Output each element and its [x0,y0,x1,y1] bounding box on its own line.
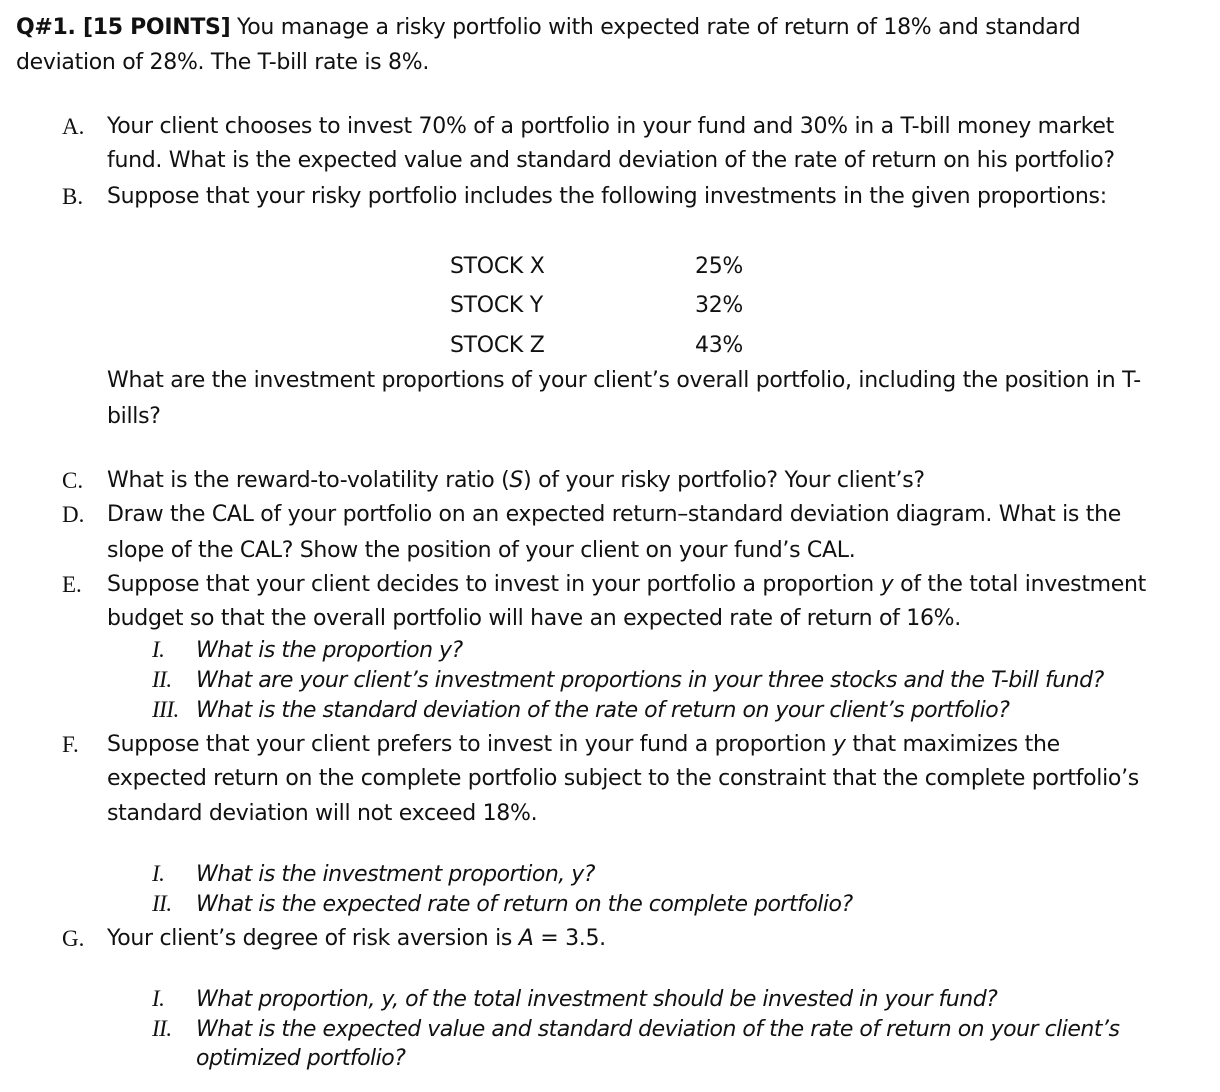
sub-text: What are your client’s investment proportions in your three stocks and the T-bill fund? [196,668,1104,693]
part-e-letter: E. [62,572,82,597]
part-b-line-1: Suppose that your risky portfolio includes the following investments in the given proportions: [107,184,1107,209]
part-g-text-pre: Your client’s degree of risk aversion is [107,926,519,951]
part-f-text-pre: Suppose that your client prefers to invest in your fund a proportion [107,732,833,757]
part-b-letter: B. [62,184,84,209]
part-d-line-2: slope of the CAL? Show the position of your client on your fund’s CAL. [107,538,856,563]
question-label: Q#1. [15 POINTS] [16,15,231,40]
sub-text: What is the standard deviation of the rate of return on your client’s portfolio? [196,698,1010,723]
part-g-sub-2-continued: optimized portfolio? [196,1046,406,1071]
sub-text: What is the expected rate of return on the complete portfolio? [196,892,853,917]
part-f-sub-1 [152,859,595,890]
part-e-text-post: of the total investment [893,572,1146,597]
stock-pct: 32% [695,293,743,318]
part-g-sub-1 [152,984,997,1015]
part-c-text-pre: What is the reward-to-volatility ratio ( [107,468,510,493]
sub-numeral: III. [152,697,179,722]
part-g-line-1 [107,924,606,954]
question-intro-text: You manage a risky portfolio with expected rate of return of 18% and standard [230,15,1081,40]
part-e-text-pre: Suppose that your client decides to invest in your portfolio a proportion [107,572,881,597]
part-b-line-2: What are the investment proportions of your client’s overall portfolio, including the position in T- [107,368,1141,393]
sub-numeral: I. [152,861,165,886]
part-d-letter: D. [62,502,85,527]
sub-text: What is the expected value and standard deviation of the rate of return on your client’s [196,1017,1120,1042]
part-e-line-1 [107,570,1146,600]
part-a-letter: A. [62,114,85,139]
part-c-letter: C. [62,468,84,493]
part-f-line-2: expected return on the complete portfolio subject to the constraint that the complete portfolio’s [107,766,1139,791]
part-f-sub-2 [152,889,853,920]
proportion-symbol: y [880,572,894,597]
question-intro-line-1 [16,13,1080,43]
part-f-line-1 [107,730,1060,760]
stock-name: STOCK Z [450,333,545,358]
part-a-line-2: fund. What is the expected value and standard deviation of the rate of return on his portfolio? [107,148,1115,173]
part-a-line-1: Your client chooses to invest 70% of a portfolio in your fund and 30% in a T-bill money market [107,114,1114,139]
part-f-line-3: standard deviation will not exceed 18%. [107,801,538,826]
sub-text: What is the investment proportion, y? [196,862,595,887]
part-e-line-2: budget so that the overall portfolio will have an expected rate of return of 16%. [107,606,961,631]
stock-pct: 25% [695,254,743,279]
part-c-text-post: ) of your risky portfolio? Your client’s? [523,468,925,493]
part-g-sub-2 [152,1014,1119,1045]
part-e-sub-1 [152,635,463,666]
question-intro-line-2: deviation of 28%. The T-bill rate is 8%. [16,50,430,75]
sub-text: What is the proportion y? [196,638,463,663]
part-e-sub-2 [152,665,1104,696]
part-g-letter: G. [62,926,85,951]
sub-text: What proportion, y, of the total investment should be invested in your fund? [196,987,998,1012]
sub-numeral: II. [152,1016,172,1041]
sub-numeral: II. [152,891,172,916]
stock-name: STOCK Y [450,293,543,318]
part-f-letter: F. [62,732,79,757]
sharpe-symbol: S [509,468,524,493]
stock-pct: 43% [695,333,743,358]
stock-name: STOCK X [450,254,545,279]
risk-aversion-symbol: A [518,926,534,951]
part-b-line-3: bills? [107,404,161,429]
part-f-text-post: that maximizes the [845,732,1060,757]
part-g-text-post: = 3.5. [533,926,606,951]
sub-numeral: I. [152,986,165,1011]
part-e-sub-3 [152,695,1009,726]
part-d-line-1: Draw the CAL of your portfolio on an expected return–standard deviation diagram. What is the [107,502,1121,527]
part-c-line-1 [107,466,925,496]
proportion-symbol: y [832,732,846,757]
sub-numeral: I. [152,637,165,662]
sub-numeral: II. [152,667,172,692]
